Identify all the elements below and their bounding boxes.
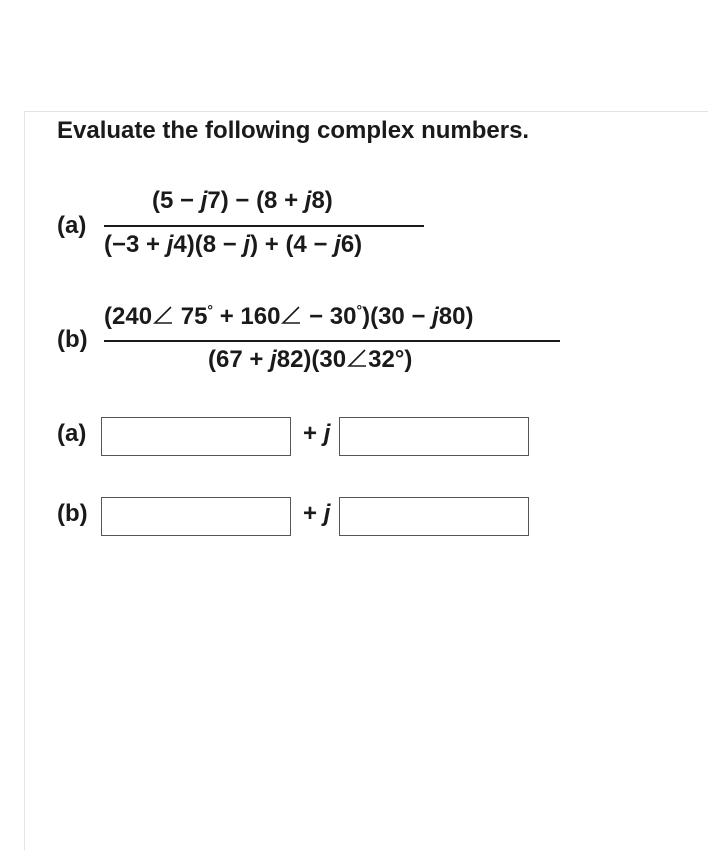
answer-a-plus-j: + j <box>303 420 331 447</box>
answer-a-imag-input[interactable] <box>339 417 529 456</box>
problem-a-fraction-bar <box>104 225 424 227</box>
answer-b-real-input[interactable] <box>101 497 291 536</box>
answer-b-label: (b) <box>57 500 88 527</box>
problem-b-denominator: (67 + j82)(30 32°) <box>208 346 413 373</box>
problem-a-fraction <box>104 185 424 265</box>
problem-b-label: (b) <box>57 326 88 353</box>
instruction-text: Evaluate the following complex numbers. <box>57 117 530 144</box>
angle-icon <box>152 304 174 326</box>
problem-a-label: (a) <box>57 212 87 239</box>
problem-b-fraction-bar <box>104 340 560 342</box>
answer-a-label: (a) <box>57 420 87 447</box>
problem-b-numerator: (240 75° + 160 − 30°)(30 − j80) <box>104 302 474 330</box>
answer-b-plus-j: + j <box>303 500 331 527</box>
problem-b-fraction <box>104 300 560 380</box>
answer-b-imag-input[interactable] <box>339 497 529 536</box>
angle-icon <box>280 304 302 326</box>
problem-a-numerator: (5 − j7) − (8 + j8) <box>152 187 333 214</box>
answer-a-real-input[interactable] <box>101 417 291 456</box>
problem-a-denominator: (−3 + j4)(8 − j) + (4 − j6) <box>104 231 363 258</box>
angle-icon <box>346 347 368 369</box>
